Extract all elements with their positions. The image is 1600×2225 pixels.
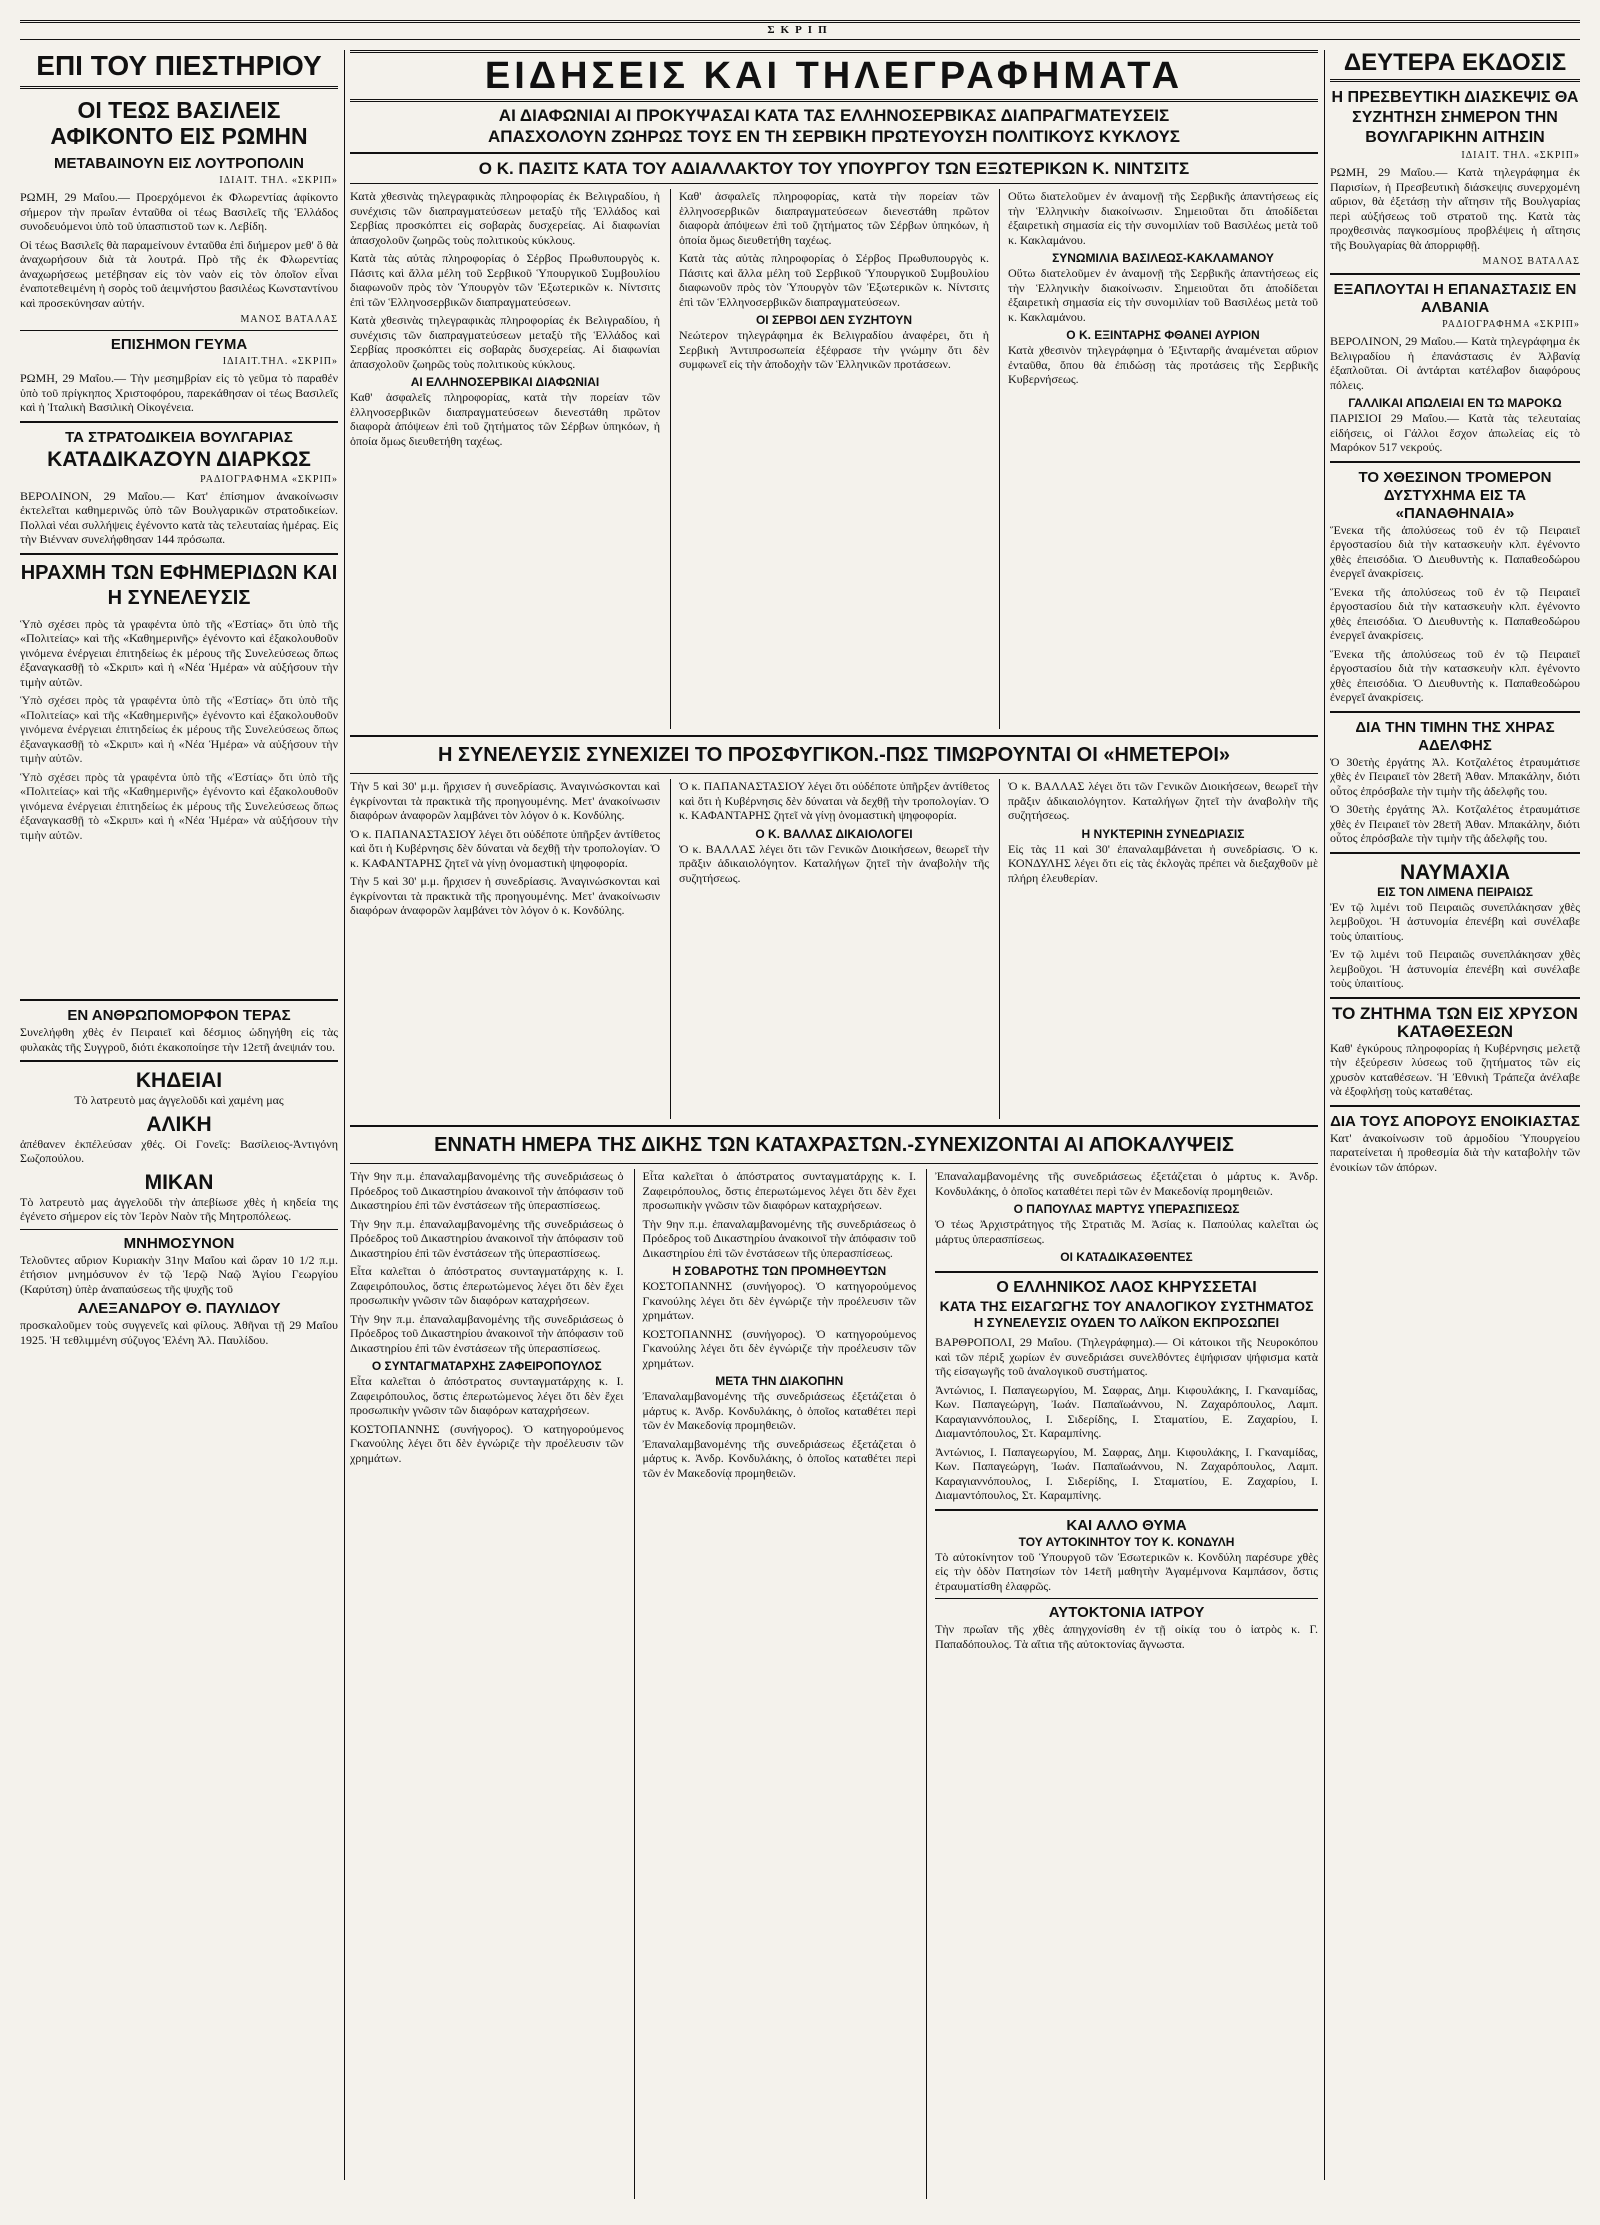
headline: ΤΟ ΧΘΕΣΙΝΟΝ ΤΡΟΜΕΡΟΝ ΔΥΣΤΥΧΗΜΑ ΕΙΣ ΤΑ «ΠΑΝΑΘΗΝΑΙΑ» — [1358, 468, 1552, 522]
banner — [350, 50, 1318, 102]
article-paragraph: Ἕνεκα τῆς ἀπολύσεως τοῦ ἐν τῷ Πειραιεῖ ἐργοστασίου διὰ τὴν κατασκευὴν κλπ. ἐγένοντο χθὲς ἐπεισόδια. Ὁ Διευθυντὴς κ. Παπαθεοδώρου ἐνεργεῖ ἀνακρίσεις. — [1330, 646, 1580, 704]
divider — [350, 735, 1318, 737]
subheadline: ΜΕΤΑΒΑΙΝΟΥΝ ΕΙΣ ΛΟΥΤΡΟΠΟΛΙΝ — [54, 155, 304, 172]
headline: Η ΣΥΝΕΛΕΥΣΙΣ ΣΥΝΕΧΙΖΕΙ ΤΟ ΠΡΟΣΦΥΓΙΚΟΝ.-ΠΩΣ ΤΙΜΩΡΟΥΝΤΑΙ ΟΙ «ΗΜΕΤΕΡΟΙ» — [437, 744, 1231, 766]
article-column — [999, 189, 1318, 729]
article-paragraph: Ἐπαναλαμβανομένης τῆς συνεδριάσεως ἐξετάζεται ὁ μάρτυς κ. Ἀνδρ. Κονδυλάκης, ὁ ὁποῖος καταθέτει περὶ τῶν ἐν Μακεδονίᾳ προμηθειῶν. — [642, 1436, 917, 1480]
headline: ΑΥΤΟΚΤΟΝΙΑ ΙΑΤΡΟΥ — [1048, 1604, 1205, 1621]
headline: Ο ΕΛΛΗΝΙΚΟΣ ΛΑΟΣ ΚΗΡΥΣΣΕΤΑΙ — [996, 1279, 1257, 1296]
notice-text: προσκαλοῦμεν τοὺς συγγενεῖς καὶ φίλους. Ἀθῆναι τῇ 29 Μαΐου 1925. Ἡ τεθλιμμένη σύζυγος Ἑλένη Ἀλ. Παυλίδου. — [20, 1318, 338, 1347]
subheadline: Ο ΠΑΠΟΥΛΑΣ ΜΑΡΤΥΣ ΥΠΕΡΑΣΠΙΣΕΩΣ — [1013, 1202, 1240, 1216]
article-paragraph: Εἶτα καλεῖται ὁ ἀπόστρατος συνταγματάρχης κ. Ι. Ζαφειρόπουλος, ὅστις ἐπερωτώμενος λέγει ὅτι δὲν ἔχει προσωπικὴν γνῶσιν τῶν διαφόρων καταχρήσεων. — [350, 1374, 624, 1417]
article-paragraph: Τὴν 9ην π.μ. ἐπαναλαμβανομένης τῆς συνεδριάσεως ὁ Πρόεδρος τοῦ Δικαστηρίου ἀνακοινοῖ τὴν ἀπόφασιν τοῦ Δικαστηρίου ἐπὶ τῶν ἐνστάσεων τῆς ὑπερασπίσεως. — [350, 1311, 624, 1355]
article-column — [350, 779, 660, 1119]
article-paragraph: Ἐν τῷ λιμένι τοῦ Πειραιῶς συνεπλάκησαν χθὲς λεμβοῦχοι. Ἡ ἀστυνομία ἐπενέβη καὶ συνέλαβε τοὺς ὑπαιτίους. — [1330, 899, 1580, 943]
article-paragraph: Ἐν τῷ λιμένι τοῦ Πειραιῶς συνεπλάκησαν χθὲς λεμβοῦχοι. Ἡ ἀστυνομία ἐπενέβη καὶ συνέλαβε τοὺς ὑπαιτίους. — [1330, 947, 1580, 990]
notice-name: ΜΙΚΑΝ — [144, 1170, 214, 1194]
headline: ΕΠΙΣΗΜΟΝ ΓΕΥΜΑ — [110, 336, 248, 353]
article-paragraph: Οὕτω διατελοῦμεν ἐν ἀναμονῇ τῆς Σερβικῆς ἀπαντήσεως εἰς τὴν Ἑλληνικὴν διακοίνωσιν. Σημειοῦται ὅτι ἀποδίδεται ἐξαιρετικὴ σημασία εἰς τὴν συνομιλίαν τοῦ Βασιλέως μετὰ τοῦ κ. Κακλαμάνου. — [1008, 266, 1318, 324]
subheadline: Η ΝΥΚΤΕΡΙΝΗ ΣΥΝΕΔΡΙΑΣΙΣ — [1081, 826, 1245, 841]
subheadline: Η ΣΥΝΕΛΕΥΣΙΣ ΟΥΔΕΝ ΤΟ ΛΑΪΚΟΝ ΕΚΠΡΟΣΩΠΕΙ — [973, 1315, 1280, 1330]
article-paragraph: Ὁ 30ετὴς ἐργάτης Ἀλ. Κοτζαλέτος ἐτραυμάτισε χθὲς ἐν Πειραιεῖ τὸν 28ετῆ Ἀθαν. Μπακάλην, διότι οὗτος ἐπρόσβαλε τὴν τιμὴν τῆς ἀδελφῆς του. — [1330, 754, 1580, 798]
notice-text: Τὸ λατρευτὸ μας ἀγγελοῦδι τὴν ἀπεβίωσε χθὲς ἡ κηδεία της ἐγένετο σήμερον εἰς τὸν Ἱερὸν Ναὸν τῆς Μητροπόλεως. — [20, 1194, 338, 1223]
subheadline: ΟΙ ΣΕΡΒΟΙ ΔΕΝ ΣΥΖΗΤΟΥΝ — [755, 313, 913, 327]
dateline: ΡΑΔΙΟΓΡΑΦΗΜΑ «ΣΚΡΙΠ» — [1442, 319, 1580, 330]
article-paragraph: Κατὰ χθεσινὸν τηλεγράφημα ὁ Ἐξινταρῆς ἀναμένεται αὔριον ἐνταῦθα, ὅπου θὰ ἐπιδώσῃ τὰς προτάσεις τῆς Σερβικῆς Κυβερνήσεως. — [1008, 343, 1318, 386]
article-paragraph: Κατὰ τὰς αὐτὰς πληροφορίας ὁ Σέρβος Πρωθυπουργὸς κ. Πάσιτς καὶ ἄλλα μέλη τοῦ Σερβικοῦ Ὑπουργικοῦ Συμβουλίου διαφωνοῦν πρὸς τὸν Ὑπουργὸν τῶν Ἐξωτερικῶν κ. Νίντσιτς ἐπὶ τῶν Ἑλληνοσερβικῶν διαπραγματεύσεων. — [350, 251, 660, 309]
article-paragraph: ΚΟΣΤΟΠΑΝΝΗΣ (συνήγορος). Ὁ κατηγορούμενος Γκανούλης λέγει ὅτι δὲν ἐγνώριζε τὴν προέλευσιν τῶν χρημάτων. — [642, 1279, 917, 1322]
headline: ΔΙΑ ΤΟΥΣ ΑΠΟΡΟΥΣ ΕΝΟΙΚΙΑΣΤΑΣ — [1330, 1112, 1580, 1130]
headline: ΗΡΑΧΜΗ ΤΩΝ ΕΦΗΜΕΡΙΔΩΝ ΚΑΙ Η ΣΥΝΕΛΕΥΣΙΣ — [20, 561, 338, 609]
divider — [935, 1598, 1318, 1599]
page-banner-title: ΕΙΔΗΣΕΙΣ ΚΑΙ ΤΗΛΕΓΡΑΦΗΜΑΤΑ — [484, 55, 1184, 97]
divider — [20, 330, 338, 331]
article-column — [670, 779, 989, 1119]
subheadline: Ο ΣΥΝΤΑΓΜΑΤΑΡΧΗΣ ΖΑΦΕΙΡΟΠΟΥΛΟΣ — [371, 1359, 602, 1373]
subheadline: ΓΑΛΛΙΚΑΙ ΑΠΩΛΕΙΑΙ ΕΝ ΤΩ ΜΑΡΟΚΩ — [1348, 396, 1562, 410]
divider — [1330, 1105, 1580, 1107]
headline: ΕΝΝΑΤΗ ΗΜΕΡΑ ΤΗΣ ΔΙΚΗΣ ΤΩΝ ΚΑΤΑΧΡΑΣΤΩΝ.-ΣΥΝΕΧΙΖΟΝΤΑΙ ΑΙ ΑΠΟΚΑΛΥΨΕΙΣ — [434, 1134, 1234, 1156]
article-paragraph: Κατὰ χθεσινὰς τηλεγραφικὰς πληροφορίας ἐκ Βελιγραδίου, ἡ συνέχισις τῶν διαπραγματεύσεων μεταξὺ τῆς Ἑλλάδος καὶ Σερβίας προσκόπτει εἰς σοβαρὰς δυσχερείας. Αἱ διαφωνίαι ἀπασχολοῦν ζωηρῶς τοὺς πολιτικοὺς κύκλους. — [350, 313, 660, 371]
dateline: ΡΑΔΙΟΓΡΑΦΗΜΑ «ΣΚΡΙΠ» — [200, 473, 338, 485]
article-paragraph: Ὁ κ. ΒΑΛΛΑΣ λέγει ὅτι τῶν Γενικῶν Διοικήσεων, θεωρεῖ τὴν πρᾶξιν ἀδικαιολόγητον. Καταλήγων ζητεῖ τὴν ἀναβολὴν τῆς συζητήσεως. — [679, 841, 989, 885]
article-paragraph: Εἰς τὰς 11 καὶ 30' ἐπαναλαμβάνεται ἡ συνεδρίασις. Ὁ κ. ΚΟΝΔΥΛΗΣ λέγει ὅτι εἰς τὰς ἐκλογὰς πρέπει νὰ διεξαχθοῦν μὲ πλήρη ἐλευθερίαν. — [1008, 841, 1318, 885]
notice-name: ΑΛΙΚΗ — [146, 1112, 212, 1136]
divider — [935, 1271, 1318, 1273]
divider — [1330, 711, 1580, 713]
divider — [20, 1060, 338, 1062]
section-title: ΜΝΗΜΟΣΥΝΟΝ — [123, 1234, 235, 1252]
headline: Η ΠΡΕΣΒΕΥΤΙΚΗ ΔΙΑΣΚΕΨΙΣ ΘΑ ΣΥΖΗΤΗΣΗ ΣΗΜΕΡΟΝ ΤΗΝ ΒΟΥΛΓΑΡΙΚΗΝ ΑΙΤΗΣΙΝ — [1331, 89, 1579, 146]
divider — [1330, 461, 1580, 463]
article-paragraph: ΒΕΡΟΛΙΝΟΝ, 29 Μαΐου.— Κατὰ τηλεγράφημα ἐκ Βελιγραδίου ἡ ἐπανάστασις ἐν Ἀλβανίᾳ ἐξαπλοῦται. Οἱ ἀντάρται κατέλαβον διαφόρους πόλεις. — [1330, 334, 1580, 392]
article-paragraph: Εἶτα καλεῖται ὁ ἀπόστρατος συνταγματάρχης κ. Ι. Ζαφειρόπουλος, ὅστις ἐπερωτώμενος λέγει ὅτι δὲν ἔχει προσωπικὴν γνῶσιν τῶν διαφόρων καταχρήσεων. — [642, 1169, 917, 1212]
notice-text: ἀπέθανεν ἐκπέλεύσαν χθές. Οἱ Γονεῖς: Βασίλειος-Ἀντιγόνη Σωζοπούλου. — [20, 1136, 338, 1165]
subheadline: ΑΙ ΕΛΛΗΝΟΣΕΡΒΙΚΑΙ ΔΙΑΦΩΝΙΑΙ — [410, 375, 600, 389]
article-body-filler — [20, 693, 338, 993]
article-paragraph: Τὸ αὐτοκίνητον τοῦ Ὑπουργοῦ τῶν Ἐσωτερικῶν κ. Κονδύλη παρέσυρε χθὲς εἰς τὴν ὁδὸν Πατησίων τὸν 14ετῆ μαθητὴν Ἀγαμέμνονα Καμπάσον, ὅστις ἐτραυματίσθη ἐλαφρῶς. — [935, 1549, 1318, 1593]
divider — [350, 152, 1318, 154]
article-paragraph: Ἐπαναλαμβανομένης τῆς συνεδριάσεως ἐξετάζεται ὁ μάρτυς κ. Ἀνδρ. Κονδυλάκης, ὁ ὁποῖος καταθέτει περὶ τῶν ἐν Μακεδονίᾳ προμηθειῶν. — [935, 1169, 1318, 1198]
divider — [350, 773, 1318, 774]
headline: ΝΑΥΜΑΧΙΑ — [1399, 860, 1511, 884]
headline: ΔΙΑ ΤΗΝ ΤΙΜΗΝ ΤΗΣ ΧΗΡΑΣ ΑΔΕΛΦΗΣ — [1355, 718, 1555, 754]
article-column — [670, 189, 989, 729]
column-rule — [1324, 50, 1325, 2180]
article-paragraph: Ὁ 30ετὴς ἐργάτης Ἀλ. Κοτζαλέτος ἐτραυμάτισε χθὲς ἐν Πειραιεῖ τὸν 28ετῆ Ἀθαν. Μπακάλην, διότι οὗτος ἐπρόσβαλε τὴν τιμὴν τῆς ἀδελφῆς του. — [1330, 802, 1580, 845]
headline: ΤΑ ΣΤΡΑΤΟΔΙΚΕΙΑ ΒΟΥΛΓΑΡΙΑΣ — [65, 428, 293, 446]
headline: Ο Κ. ΠΑΣΙΤΣ ΚΑΤΑ ΤΟΥ ΑΔΙΑΛΛΑΚΤΟΥ ΤΟΥ ΥΠΟΥΡΓΟΥ ΤΩΝ ΕΞΩΤΕΡΙΚΩΝ Κ. ΝΙΝΤΣΙΤΣ — [478, 159, 1190, 178]
article-paragraph: Ἕνεκα τῆς ἀπολύσεως τοῦ ἐν τῷ Πειραιεῖ ἐργοστασίου διὰ τὴν κατασκευὴν κλπ. ἐγένοντο χθὲς ἐπεισόδια. Ὁ Διευθυντὴς κ. Παπαθεοδώρου ἐνεργεῖ ἀνακρίσεις. — [1330, 584, 1580, 642]
subheadline: Η ΣΟΒΑΡΟΤΗΣ ΤΩΝ ΠΡΟΜΗΘΕΥΤΩΝ — [672, 1264, 887, 1278]
article-paragraph: ΚΟΣΤΟΠΑΝΝΗΣ (συνήγορος). Ὁ κατηγορούμενος Γκανούλης λέγει ὅτι δὲν ἐγνώριζε τὴν προέλευσιν τῶν χρημάτων. — [642, 1326, 917, 1370]
article-column — [999, 779, 1318, 1119]
article-paragraph: ΠΑΡΙΣΙΟΙ 29 Μαΐου.— Κατὰ τὰς τελευταίας εἰδήσεις, οἱ Γάλλοι ἔσχον ἀπωλείας εἰς τὸ Μαρόκον 517 νεκρούς. — [1330, 411, 1580, 454]
divider — [350, 1163, 1318, 1164]
article-paragraph: Οὕτω διατελοῦμεν ἐν ἀναμονῇ τῆς Σερβικῆς ἀπαντήσεως εἰς τὴν Ἑλληνικὴν διακοίνωσιν. Σημειοῦται ὅτι ἀποδίδεται ἐξαιρετικὴ σημασία εἰς τὴν συνομιλίαν τοῦ Βασιλέως μετὰ τοῦ κ. Κακλαμάνου. — [1008, 189, 1318, 247]
article-paragraph: ΡΩΜΗ, 29 Μαΐου.— Κατὰ τηλεγράφημα ἐκ Παρισίων, ἡ Πρεσβευτικὴ διάσκεψις συνερχομένη αὔριον, θὰ ἐξετάσῃ τὴν αἴτησιν τῆς Βουλγαρίας περὶ αὐξήσεως τοῦ στρατοῦ της. Κατὰ τὰς προχθεσινὰς παγκοσμίους προβλέψεις ἡ αἴτησις τῆς Βουλγαρίας θὰ ἀπορριφθῇ. — [1330, 165, 1580, 252]
article-paragraph: Τὴν 5 καὶ 30' μ.μ. ἤρχισεν ἡ συνεδρίασις. Ἀναγινώσκονται καὶ ἐγκρίνονται τὰ πρακτικὰ τῆς προηγουμένης. Μετ' ἀνακοίνωσιν διαφόρων ἀναφορῶν λαμβάνει τὸν λόγον ὁ κ. Κονδύλης. — [350, 779, 660, 822]
article-paragraph: Καθ' ἀσφαλεῖς πληροφορίας, κατὰ τὴν πορείαν τῶν ἑλληνοσερβικῶν διαπραγματεύσεων διενεστάθη πρῶτον διαφορὰ ἀπόψεων ἐπὶ τοῦ ζητήματος τῶν Σέρβων ὑπηκόων, ἡ ὁποία ὅμως διευθετήθη ταχέως. — [350, 390, 660, 448]
masthead: ΣΚΡΙΠ — [20, 20, 1580, 40]
dateline: ΙΔΙΑΙΤ. ΤΗΛ. «ΣΚΡΙΠ» — [1461, 150, 1580, 161]
subheadline: ΟΙ ΚΑΤΑΔΙΚΑΣΘΕΝΤΕΣ — [1060, 1250, 1193, 1264]
headline: ΚΑΙ ΑΛΛΟ ΘΥΜΑ — [1066, 1516, 1187, 1534]
article-paragraph: Συνελήφθη χθὲς ἐν Πειραιεῖ καὶ δέσμιος ὡδηγήθη εἰς τὰς φυλακὰς τῆς Συγγροῦ, διότι ἐκακοποίησε τὴν 12ετῆ ἀνεψιάν του. — [20, 1025, 338, 1054]
article-paragraph: Κατὰ χθεσινὰς τηλεγραφικὰς πληροφορίας ἐκ Βελιγραδίου, ἡ συνέχισις τῶν διαπραγματεύσεων μεταξὺ τῆς Ἑλλάδος καὶ Σερβίας προσκόπτει εἰς σοβαρὰς δυσχερείας. Αἱ διαφωνίαι ἀπασχολοῦν ζωηρῶς τοὺς πολιτικοὺς κύκλους. — [350, 189, 660, 247]
article-paragraph: Τὴν 9ην π.μ. ἐπαναλαμβανομένης τῆς συνεδριάσεως ὁ Πρόεδρος τοῦ Δικαστηρίου ἀνακοινοῖ τὴν ἀπόφασιν τοῦ Δικαστηρίου ἐπὶ τῶν ἐνστάσεων τῆς ὑπερασπίσεως. — [350, 1216, 624, 1260]
notice-name: ΑΛΕΞΑΝΔΡΟΥ Θ. ΠΑΥΛΙΔΟΥ — [77, 1300, 281, 1317]
headline: ΟΙ ΤΕΩΣ ΒΑΣΙΛΕΙΣ ΑΦΙΚΟΝΤΟ ΕΙΣ ΡΩΜΗΝ — [50, 97, 308, 149]
article-paragraph: Ὑπὸ σχέσει πρὸς τὰ γραφέντα ὑπὸ τῆς «Ἑστίας» ὅτι ὑπὸ τῆς «Πολιτείας» καὶ τῆς «Καθημερινῆς» ἐγένοντο καὶ ἐξακολουθοῦν γινόμενα ἐνέργειαι ἐπιτηδείως ἐκ μέρους τῆς Συνελεύσεως ὅπως ἐξαναγκασθῇ τὸ «Σκριπ» καὶ ἡ «Νέα Ἡμέρα» νὰ αὐξήσουν τὴν τιμὴν αὐτῶν. — [20, 693, 338, 765]
headline: ΚΑΤΑΔΙΚΑΖΟΥΝ ΔΙΑΡΚΩΣ — [47, 447, 311, 471]
headline: ΚΑΤΑ ΤΗΣ ΕΙΣΑΓΩΓΗΣ ΤΟΥ ΑΝΑΛΟΓΙΚΟΥ ΣΥΣΤΗΜΑΤΟΣ — [939, 1298, 1314, 1314]
article-column — [926, 1169, 1318, 2199]
subheadline: ΕΙΣ ΤΟΝ ΛΙΜΕΝΑ ΠΕΙΡΑΙΩΣ — [1377, 884, 1533, 899]
article-paragraph: Ἐπαναλαμβανομένης τῆς συνεδριάσεως ἐξετάζεται ὁ μάρτυς κ. Ἀνδρ. Κονδυλάκης, ὁ ὁποῖος καταθέτει περὶ τῶν ἐν Μακεδονίᾳ προμηθειῶν. — [642, 1389, 917, 1432]
right-column — [1330, 50, 1580, 1178]
divider — [20, 553, 338, 555]
headline: ΕΞΑΠΛΟΥΤΑΙ Η ΕΠΑΝΑΣΤΑΣΙΣ ΕΝ ΑΛΒΑΝΙΑ — [1333, 281, 1577, 316]
subheadline: ΜΕΤΑ ΤΗΝ ΔΙΑΚΟΠΗΝ — [715, 1374, 844, 1388]
headline: ΤΟ ΖΗΤΗΜΑ ΤΩΝ ΕΙΣ ΧΡΥΣΟΝ ΚΑΤΑΘΕΣΕΩΝ — [1332, 1003, 1578, 1041]
article-paragraph: Νεώτερον τηλεγράφημα ἐκ Βελιγραδίου ἀναφέρει, ὅτι ἡ Σερβικὴ Ἀντιπροσωπεία ἐξέφρασε τὴν γνώμην ὅτι δὲν συμφωνεῖ εἰς τὴν ἀποδοχὴν τῶν Ἑλληνικῶν προτάσεων. — [679, 328, 989, 371]
article-paragraph: Ὁ κ. ΒΑΛΛΑΣ λέγει ὅτι τῶν Γενικῶν Διοικήσεων, θεωρεῖ τὴν πρᾶξιν ἀδικαιολόγητον. Καταλήγων ζητεῖ τὴν ἀναβολὴν τῆς συζητήσεως. — [1008, 779, 1318, 822]
signatories-list: Ἀντώνιος, Ι. Παπαγεωργίου, Μ. Σαφρας, Δημ. Κιφουλάκης, Ι. Γκαναμίδας, Κων. Παπαγεώργη, Ἰωάν. Παπαϊωάννου, Ν. Ζαχαρόπουλος, Λαμπ. Καραγιαννόπουλος, Ι. Σιδερίδης, Ι. Σταματίου, Ε. Ζαχαρίου, Ι. Διαμαντόπουλος, Στ. Καραμπίνης. — [935, 1382, 1318, 1440]
section-title: ΚΗΔΕΙΑΙ — [135, 1069, 223, 1092]
headline: ΑΙ ΔΙΑΦΩΝΙΑΙ ΑΙ ΠΡΟΚΥΨΑΣΑΙ ΚΑΤΑ ΤΑΣ ΕΛΛΗΝΟΣΕΡΒΙΚΑΣ ΔΙΑΠΡΑΓΜΑΤΕΥΣΕΙΣ — [498, 106, 1170, 125]
divider — [935, 1509, 1318, 1511]
article-paragraph: Ὁ κ. ΠΑΠΑΝΑΣΤΑΣΙΟΥ λέγει ὅτι οὐδέποτε ὑπῆρξεν ἀντίθετος καὶ ὅτι ἡ Κυβέρνησις δὲν δύναται νὰ δεχθῇ τὴν τροπολογίαν. Ὁ κ. ΚΑΦΑΝΤΑΡΗΣ ζητεῖ νὰ γίνῃ ὀνομαστικὴ ψηφοφορία. — [350, 826, 660, 870]
byline: ΜΑΝΟΣ ΒΑΤΑΛΑΣ — [1482, 256, 1580, 267]
section-title: ΕΠΙ ΤΟΥ ΠΙΕΣΤΗΡΙΟΥ — [20, 50, 338, 89]
subheadline: Ο Κ. ΕΞΙΝΤΑΡΗΣ ΦΘΑΝΕΙ ΑΥΡΙΟΝ — [1066, 328, 1260, 342]
article-paragraph: ΒΑΡΘΡΟΠΟΛΙ, 29 Μαΐου. (Τηλεγράφημα).— Οἱ κάτοικοι τῆς Νευροκόπου καὶ τῶν πέριξ χωρίων ἐν συνεδριάσει συνελθόντες ἐψήφισαν ψήφισμα κατὰ τῆς εἰσαγωγῆς τοῦ ἀναλογικοῦ συστήματος. — [935, 1335, 1318, 1378]
article-paragraph: Καθ' ἐγκύρους πληροφορίας ἡ Κυβέρνησις μελετᾷ τὴν ἐξεύρεσιν λύσεως τοῦ ζητήματος τῶν εἰς χρυσὸν καταθέσεων. Ἡ Ἐθνικὴ Τράπεζα ἀνέλαβε νὰ ἐξοφλήσῃ τοὺς καταθέτας. — [1330, 1040, 1580, 1098]
article-paragraph: ΒΕΡΟΛΙΝΟΝ, 29 Μαΐου.— Κατ' ἐπίσημον ἀνακοίνωσιν ἐκτελεῖται καθημερινῶς ὑπὸ τῶν Βουλγαρικῶν στρατοδικείων. Πολλαὶ νέαι συλλήψεις ἐγένοντο κατὰ τὰς τελευταίας ἡμέρας. Εἰς τὴν Βιένναν συνελήφθησαν 144 πρόσωπα. — [20, 488, 338, 546]
article-paragraph: Εἶτα καλεῖται ὁ ἀπόστρατος συνταγματάρχης κ. Ι. Ζαφειρόπουλος, ὅστις ἐπερωτώμενος λέγει ὅτι δὲν ἔχει προσωπικὴν γνῶσιν τῶν διαφόρων καταχρήσεων. — [350, 1264, 624, 1307]
column-rule — [344, 50, 345, 2180]
article-paragraph: Ὑπὸ σχέσει πρὸς τὰ γραφέντα ὑπὸ τῆς «Ἑστίας» ὅτι ὑπὸ τῆς «Πολιτείας» καὶ τῆς «Καθημερινῆς» ἐγένοντο καὶ ἐξακολουθοῦν γινόμενα ἐνέργειαι ἐπιτηδείως ἐκ μέρους τῆς Συνελεύσεως ὅπως ἐξαναγκασθῇ τὸ «Σκριπ» καὶ ἡ «Νέα Ἡμέρα» νὰ αὐξήσουν τὴν τιμὴν αὐτῶν. — [20, 616, 338, 689]
section-title: ΔΕΥΤΕΡΑ ΕΚΔΟΣΙΣ — [1330, 50, 1580, 82]
article-paragraph: Τὴν πρωΐαν τῆς χθὲς ἀπηγχονίσθη ἐν τῇ οἰκίᾳ του ὁ ἰατρὸς κ. Γ. Παπαδόπουλος. Τὰ αἴτια τῆς αὐτοκτονίας ἄγνωστα. — [935, 1622, 1318, 1651]
notice-text: Τὸ λατρευτὸ μας ἀγγελοῦδι καὶ χαμένη μας — [74, 1093, 284, 1107]
divider — [20, 421, 338, 423]
article-paragraph: Τὴν 5 καὶ 30' μ.μ. ἤρχισεν ἡ συνεδρίασις. Ἀναγινώσκονται καὶ ἐγκρίνονται τὰ πρακτικὰ τῆς προηγουμένης. Μετ' ἀνακοίνωσιν διαφόρων ἀναφορῶν λαμβάνει τὸν λόγον ὁ κ. Κονδύλης. — [350, 874, 660, 917]
divider — [20, 1229, 338, 1230]
article-paragraph: Ὁ τέως Ἀρχιστράτηγος τῆς Στρατιᾶς Μ. Ἀσίας κ. Παπούλας καλεῖται ὡς μάρτυς ὑπερασπίσεως. — [935, 1217, 1318, 1246]
article-paragraph: ΚΟΣΤΟΠΑΝΝΗΣ (συνήγορος). Ὁ κατηγορούμενος Γκανούλης λέγει ὅτι δὲν ἐγνώριζε τὴν προέλευσιν τῶν χρημάτων. — [350, 1421, 624, 1465]
article-paragraph: ΡΩΜΗ, 29 Μαΐου.— Τὴν μεσημβρίαν εἰς τὸ γεῦμα τὸ παραθέν ὑπὸ τοῦ πρίγκηπος Χριστοφόρου, παρεκάθησαν οἱ τέως Βασιλεῖς καὶ ἡ Ἰταλικὴ Βασιλικὴ Οἰκογένεια. — [20, 371, 338, 414]
article-columns — [350, 189, 1318, 729]
divider — [350, 183, 1318, 184]
center-section — [350, 50, 1318, 2199]
article-paragraph: ΡΩΜΗ, 29 Μαΐου.— Προερχόμενοι ἐκ Φλωρεντίας ἀφίκοντο σήμερον τὴν πρωΐαν ἐνταῦθα οἱ τέως Βασιλεῖς τῆς Ἑλλάδος συνοδευόμενοι ὑπὸ τοῦ ὑπασπιστοῦ των κ. Λεβίδη. — [20, 190, 338, 233]
article-paragraph: Κατὰ τὰς αὐτὰς πληροφορίας ὁ Σέρβος Πρωθυπουργὸς κ. Πάσιτς καὶ ἄλλα μέλη τοῦ Σερβικοῦ Ὑπουργικοῦ Συμβουλίου διαφωνοῦν πρὸς τὸν Ὑπουργὸν τῶν Ἐξωτερικῶν κ. Νίντσιτς ἐπὶ τῶν Ἑλληνοσερβικῶν διαπραγματεύσεων. — [679, 251, 989, 309]
article-paragraph: Ἕνεκα τῆς ἀπολύσεως τοῦ ἐν τῷ Πειραιεῖ ἐργοστασίου διὰ τὴν κατασκευὴν κλπ. ἐγένοντο χθὲς ἐπεισόδια. Ὁ Διευθυντὴς κ. Παπαθεοδώρου ἐνεργεῖ ἀνακρίσεις. — [1330, 522, 1580, 580]
subheadline: ΤΟΥ ΑΥΤΟΚΙΝΗΤΟΥ ΤΟΥ Κ. ΚΟΝΔΥΛΗ — [1018, 1534, 1235, 1549]
article-column — [634, 1169, 917, 2199]
article-column — [350, 189, 660, 729]
dateline: ΙΔΙΑΙΤ.ΤΗΛ. «ΣΚΡΙΠ» — [222, 356, 338, 367]
article-paragraph: Ὁ κ. ΠΑΠΑΝΑΣΤΑΣΙΟΥ λέγει ὅτι οὐδέποτε ὑπῆρξεν ἀντίθετος καὶ ὅτι ἡ Κυβέρνησις δὲν δύναται νὰ δεχθῇ τὴν τροπολογίαν. Ὁ κ. ΚΑΦΑΝΤΑΡΗΣ ζητεῖ νὰ γίνῃ ὀνομαστικὴ ψηφοφορία. — [679, 779, 989, 822]
headline: ΑΠΑΣΧΟΛΟΥΝ ΖΩΗΡΩΣ ΤΟΥΣ ΕΝ ΤΗ ΣΕΡΒΙΚΗ ΠΡΩΤΕΥΟΥΣΗ ΠΟΛΙΤΙΚΟΥΣ ΚΥΚΛΟΥΣ — [487, 127, 1180, 146]
article-paragraph: Κατ' ἀνακοίνωσιν τοῦ ἁρμοδίου Ὑπουργείου παρατείνεται ἡ προθεσμία διὰ τὴν καταβολὴν τῶν ἐνοικίων τῶν ἀπόρων. — [1330, 1130, 1580, 1174]
divider — [20, 999, 338, 1001]
article-paragraph: Καθ' ἀσφαλεῖς πληροφορίας, κατὰ τὴν πορείαν τῶν ἑλληνοσερβικῶν διαπραγματεύσεων διενεστάθη πρῶτον διαφορὰ ἀπόψεων ἐπὶ τοῦ ζητήματος τῶν Σέρβων ὑπηκόων, ἡ ὁποία ὅμως διευθετήθη ταχέως. — [679, 189, 989, 247]
article-columns — [350, 779, 1318, 1119]
article-paragraph: Τὴν 9ην π.μ. ἐπαναλαμβανομένης τῆς συνεδριάσεως ὁ Πρόεδρος τοῦ Δικαστηρίου ἀνακοινοῖ τὴν ἀπόφασιν τοῦ Δικαστηρίου ἐπὶ τῶν ἐνστάσεων τῆς ὑπερασπίσεως. — [642, 1216, 917, 1260]
byline: ΜΑΝΟΣ ΒΑΤΑΛΑΣ — [240, 314, 338, 325]
article-columns — [350, 1169, 1318, 2199]
newspaper-page — [20, 20, 1580, 2185]
divider — [1330, 273, 1580, 275]
headline: ΕΝ ΑΝΘΡΩΠΟΜΟΡΦΟΝ ΤΕΡΑΣ — [67, 1007, 291, 1024]
article-column — [350, 1169, 624, 2199]
divider — [350, 1125, 1318, 1127]
notice-text: Τελοῦντες αὔριον Κυριακὴν 31ην Μαΐου καὶ ὥραν 10 1/2 π.μ. ἐτήσιον μνημόσυνον ἐν τῷ Ἱερῷ Ναῷ Ἁγίου Γεωργίου (Καρύτση) ὑπὲρ ἀναπαύσεως τῆς ψυχῆς τοῦ — [20, 1252, 338, 1296]
left-column — [20, 50, 338, 1351]
divider — [1330, 852, 1580, 854]
article-paragraph: Ὑπὸ σχέσει πρὸς τὰ γραφέντα ὑπὸ τῆς «Ἑστίας» ὅτι ὑπὸ τῆς «Πολιτείας» καὶ τῆς «Καθημερινῆς» ἐγένοντο καὶ ἐξακολουθοῦν γινόμενα ἐνέργειαι ἐπιτηδείως ἐκ μέρους τῆς Συνελεύσεως ὅπως ἐξαναγκασθῇ τὸ «Σκριπ» καὶ ἡ «Νέα Ἡμέρα» νὰ αὐξήσουν τὴν τιμὴν αὐτῶν. — [20, 769, 338, 842]
subheadline: Ο Κ. ΒΑΛΛΑΣ ΔΙΚΑΙΟΛΟΓΕΙ — [755, 826, 913, 841]
divider — [1330, 997, 1580, 999]
article-paragraph: Τὴν 9ην π.μ. ἐπαναλαμβανομένης τῆς συνεδριάσεως ὁ Πρόεδρος τοῦ Δικαστηρίου ἀνακοινοῖ τὴν ἀπόφασιν τοῦ Δικαστηρίου ἐπὶ τῶν ἐνστάσεων τῆς ὑπερασπίσεως. — [350, 1169, 624, 1212]
subheadline: ΣΥΝΩΜΙΛΙΑ ΒΑΣΙΛΕΩΣ-ΚΑΚΛΑΜΑΝΟΥ — [1052, 251, 1274, 265]
signatories-list: Ἀντώνιος, Ι. Παπαγεωργίου, Μ. Σαφρας, Δημ. Κιφουλάκης, Ι. Γκαναμίδας, Κων. Παπαγεώργη, Ἰωάν. Παπαϊωάννου, Ν. Ζαχαρόπουλος, Λαμπ. Καραγιαννόπουλος, Ι. Σιδερίδης, Ι. Σταματίου, Ε. Ζαχαρίου, Ι. Διαμαντόπουλος, Στ. Καραμπίνης. — [935, 1444, 1318, 1502]
article-paragraph: Οἱ τέως Βασιλεῖς θὰ παραμείνουν ἐνταῦθα ἐπὶ διήμερον μεθ' ὃ θὰ ἀναχωρήσουν διὰ τὰ λουτρά. Πρὸ τῆς ἐκ Φλωρεντίας ἀναχωρήσεως μετέβησαν εἰς τὸν ναὸν εἰς τὸν ὁποῖον εἶναι ἐναποτεθειμένη ἡ σορὸς τοῦ ἀειμνήστου βασιλέως Κωνσταντίνου καὶ προσεκύνησαν αὐτήν. — [20, 237, 338, 310]
dateline: ΙΔΙΑΙΤ. ΤΗΛ. «ΣΚΡΙΠ» — [219, 175, 338, 186]
